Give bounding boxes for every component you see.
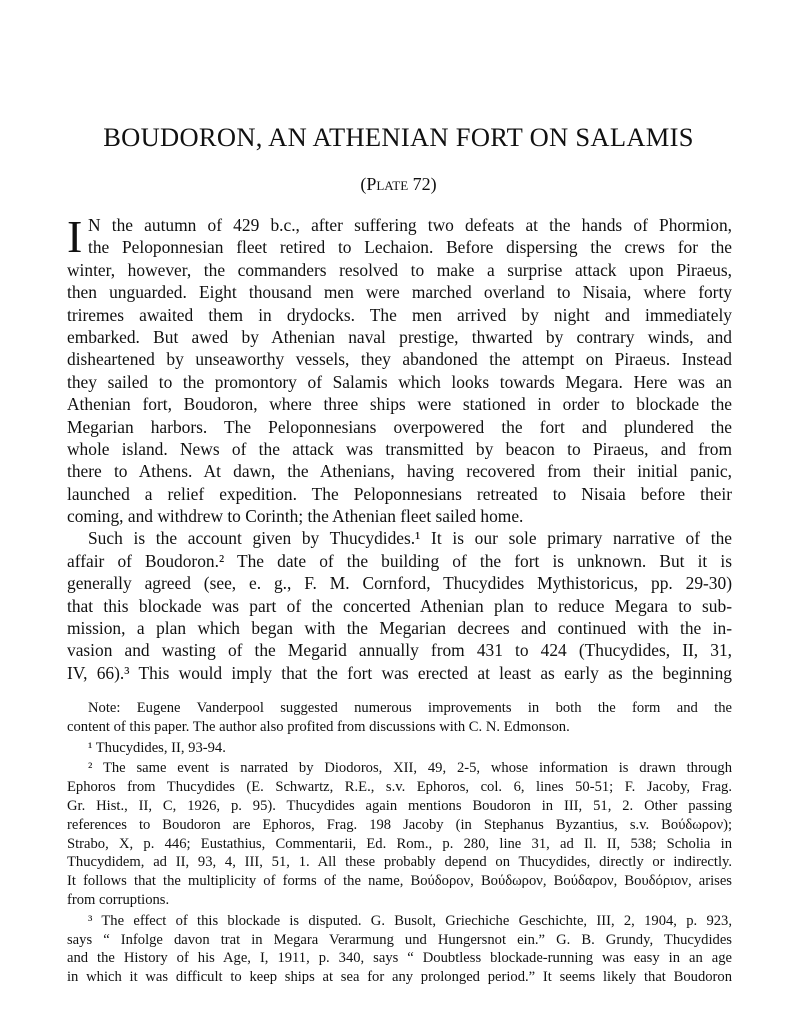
footnotes: [67, 699, 732, 987]
body-line: that this blockade was part of the concerted Athenian plan to reduce Megara to sub-: [67, 595, 732, 616]
body-line: triremes awaited them in drydocks. The men arrived by night and immediately: [67, 304, 732, 325]
note-line: and the History of his Age, I, 1911, p. 340, says “ Doubtless blockade-running was easy in an age: [67, 950, 732, 967]
note-line: Note: Eugene Vanderpool suggested numerous improvements in both the form and the: [88, 700, 732, 716]
note-line: Ephoros from Thucydides (E. Schwartz, R.E., s.v. Ephoros, col. 6, lines 50-51; F. Jacoby, Frag.: [67, 779, 732, 796]
body-line: vasion and wasting of the Megarid annually from 431 to 424 (Thucydides, II, 31,: [67, 640, 732, 661]
body-line: Athenian fort, Boudoron, where three ships were stationed in order to blockade the: [67, 394, 732, 415]
note-line: says “ Infolge davon trat in Megara Verarmung und Hungersnot ein.” G. B. Grundy, Thucydides: [67, 931, 732, 948]
body-line: whole island. News of the attack was transmitted by beacon to Piraeus, and from: [67, 438, 732, 459]
footnote-2: ² The same event is narrated by Diodoros, XII, 49, 2-5, whose information is drawn through: [88, 760, 732, 777]
note-line: It follows that the multiplicity of forms of the name, Βούδορον, Βούδωρον, Βούδαρον, Βουδόριον, arises: [67, 873, 732, 890]
note-line: Gr. Hist., II, C, 1926, p. 95). Thucydides again mentions Boudoron in III, 51, 2. Other passing: [67, 797, 732, 814]
page-title: BOUDORON, AN ATHENIAN FORT ON SALAMIS: [103, 122, 694, 152]
body-line: there to Athens. At dawn, the Athenians, having recovered from their initial panic,: [67, 461, 732, 482]
body-line: N the autumn of 429 b.c., after suffering two defeats at the hands of Phormion,: [88, 215, 732, 235]
note-line: in which it was difficult to keep ships at sea for any prolonged period.” It seems likely that Boudoron: [67, 969, 732, 986]
note-line: Strabo, X, p. 446; Eustathius, Commentarii, Ed. Rom., p. 280, line 31, ad Il. II, 538; Scholia in: [67, 835, 732, 852]
drop-cap: I: [67, 211, 83, 262]
body-line: coming, and withdrew to Corinth; the Athenian fleet sailed home.: [67, 506, 524, 527]
body-line: affair of Boudoron.² The date of the building of the fort is unknown. But it is: [67, 550, 732, 571]
note-line: references to Boudoron are Ephoros, Frag. 198 Jacoby (in Stephanus Byzantius, s.v. Βούδωρον);: [67, 816, 732, 833]
note-line: from corruptions.: [67, 891, 170, 908]
note-line: Thucydidem, ad II, 93, 4, III, 51, 1. All these probably depend on Thucydides, directly or indirectly.: [67, 854, 732, 871]
body-line: mission, a plan which began with the Megarian decrees and continued with the in-: [67, 618, 732, 639]
body-line: winter, however, the commanders resolved to make a surprise attack upon Piraeus,: [67, 259, 732, 280]
body-text: [67, 211, 732, 684]
body-line: launched a relief expedition. The Peloponnesians retreated to Nisaia before their: [67, 483, 732, 504]
footnote-3: ³ The effect of this blockade is disputed. G. Busolt, Griechiche Geschichte, III, 2, 1904, p. 923,: [88, 912, 732, 929]
body-line: Megarian harbors. The Peloponnesians overpowered the fort and plundered the: [67, 416, 732, 437]
body-line: then unguarded. Eight thousand men were marched overland to Nisaia, where forty: [67, 282, 732, 303]
plate-reference: (Plate 72): [360, 174, 437, 194]
body-line: IV, 66).³ This would imply that the fort was erected at least as early as the beginning: [67, 662, 732, 683]
body-line: they sailed to the promontory of Salamis which looks towards Megara. Here was an: [67, 371, 732, 392]
body-line: generally agreed (see, e. g., F. M. Cornford, Thucydides Mythistoricus, pp. 29-30): [67, 573, 732, 594]
body-line: disheartened by unseaworthy vessels, they abandoned the attempt on Piraeus. Instead: [67, 349, 732, 370]
body-line: embarked. But awed by Athenian naval prestige, thwarted by contrary winds, and: [67, 326, 732, 347]
body-line: the Peloponnesian fleet retired to Lechaion. Before dispersing the crews for the: [88, 237, 732, 258]
body-line: Such is the account given by Thucydides.¹ It is our sole primary narrative of the: [88, 528, 732, 549]
note-line: content of this paper. The author also profited from discussions with C. N. Edmonson.: [67, 718, 570, 735]
footnote-1: ¹ Thucydides, II, 93-94.: [88, 739, 226, 756]
